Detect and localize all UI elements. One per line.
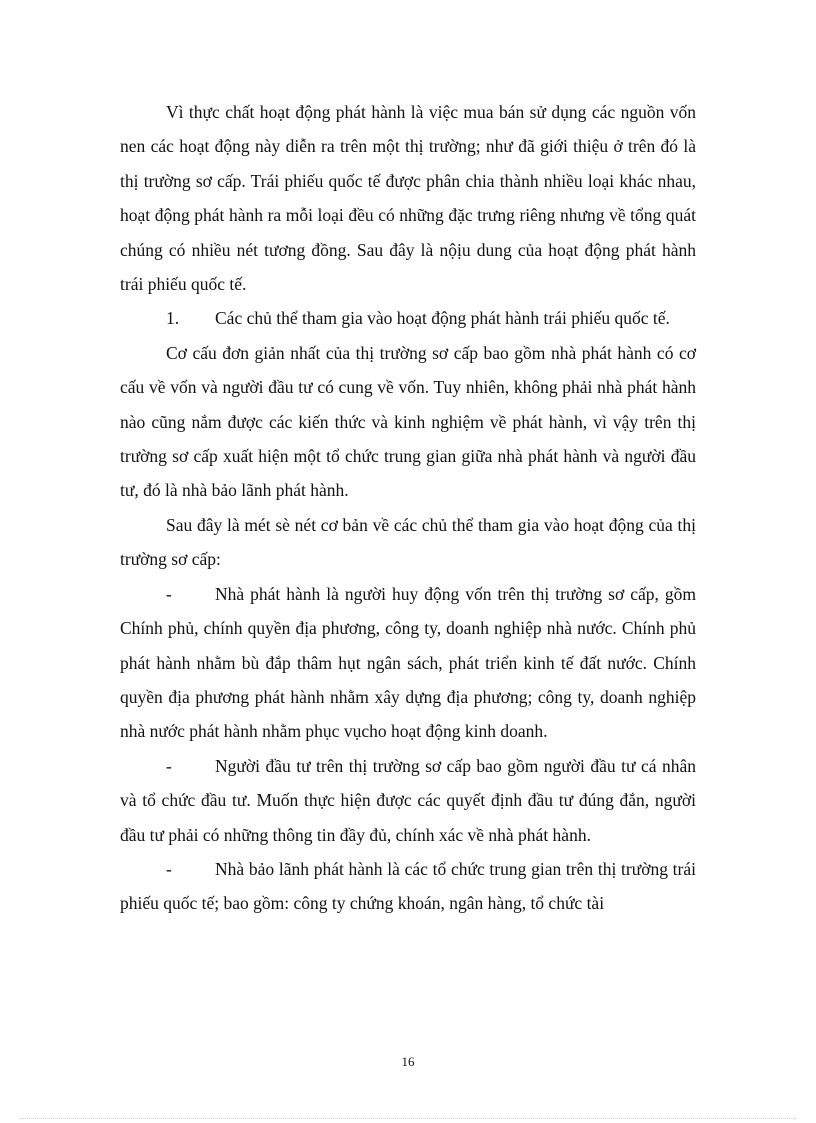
bullet-item-investor <box>120 749 696 852</box>
bullet-marker: - <box>166 755 172 776</box>
bullet-text: Nhà phát hành là người huy động vốn trên thị trường sơ cấp, gồm Chính phủ, chính quyền địa phương, công ty, doanh nghiệp nhà nước. Chính phủ phát hành nhằm bù đắp thâm hụt ngân sách, phát triển kinh tế đất nước. Chính quyền địa phương phát hành nhằm xây dựng địa phương; công ty, doanh nghiệp nhà nước phát hành nhằm phục vụcho hoạt động kinh doanh. <box>120 583 696 742</box>
bullet-text: Nhà bảo lãnh phát hành là các tổ chức trung gian trên thị trường trái phiếu quốc tế; bao gồm: công ty chứng khoán, ngân hàng, tổ chức tài <box>120 858 696 914</box>
bullet-item-underwriter <box>120 852 696 921</box>
section-heading <box>120 301 696 335</box>
bullet-marker: - <box>166 583 172 604</box>
page-bottom-divider <box>20 1118 796 1119</box>
paragraph-intro: Vì thực chất hoạt động phát hành là việc mua bán sử dụng các nguồn vốn nen các hoạt động này diễn ra trên một thị trường; như đã giới thiệu ở trên đó là thị trường sơ cấp. Trái phiếu quốc tế được phân chia thành nhiều loại khác nhau, hoạt động phát hành ra mỗi loại đều có những đặc trưng riêng nhưng về tổng quát chúng có nhiều nét tương đồng. Sau đây là nộịu dung của hoạt động phát hành trái phiếu quốc tế. <box>120 102 696 295</box>
paragraph-primary-market-structure: Cơ cấu đơn giản nhất của thị trường sơ cấp bao gồm nhà phát hành có cơ cấu về vốn và người đầu tư có cung về vốn. Tuy nhiên, không phải nhà phát hành nào cũng nắm được các kiến thức và kinh nghiệm về phát hành, vì vậy trên thị trường sơ cấp xuất hiện một tổ chức trung gian giữa nhà phát hành và người đầu tư, đó là nhà bảo lãnh phát hành. <box>120 342 696 501</box>
section-title: Các chủ thể tham gia vào hoạt động phát hành trái phiếu quốc tế. <box>215 308 670 329</box>
bullet-marker: - <box>166 858 172 879</box>
bullet-text: Người đầu tư trên thị trường sơ cấp bao gồm người đầu tư cá nhân và tổ chức đầu tư. Muốn thực hiện được các quyết định đầu tư đúng đắn, người đầu tư phải có những thông tin đầy đủ, chính xác về nhà phát hành. <box>120 755 696 845</box>
section-number: 1. <box>166 308 180 329</box>
page-number: 16 <box>401 1054 415 1069</box>
body-text <box>120 95 696 921</box>
bullet-item-issuer <box>120 577 696 749</box>
paragraph-participants-intro: Sau đây là mét sè nét cơ bản về các chủ thể tham gia vào hoạt động của thị trường sơ cấp: <box>120 514 696 570</box>
